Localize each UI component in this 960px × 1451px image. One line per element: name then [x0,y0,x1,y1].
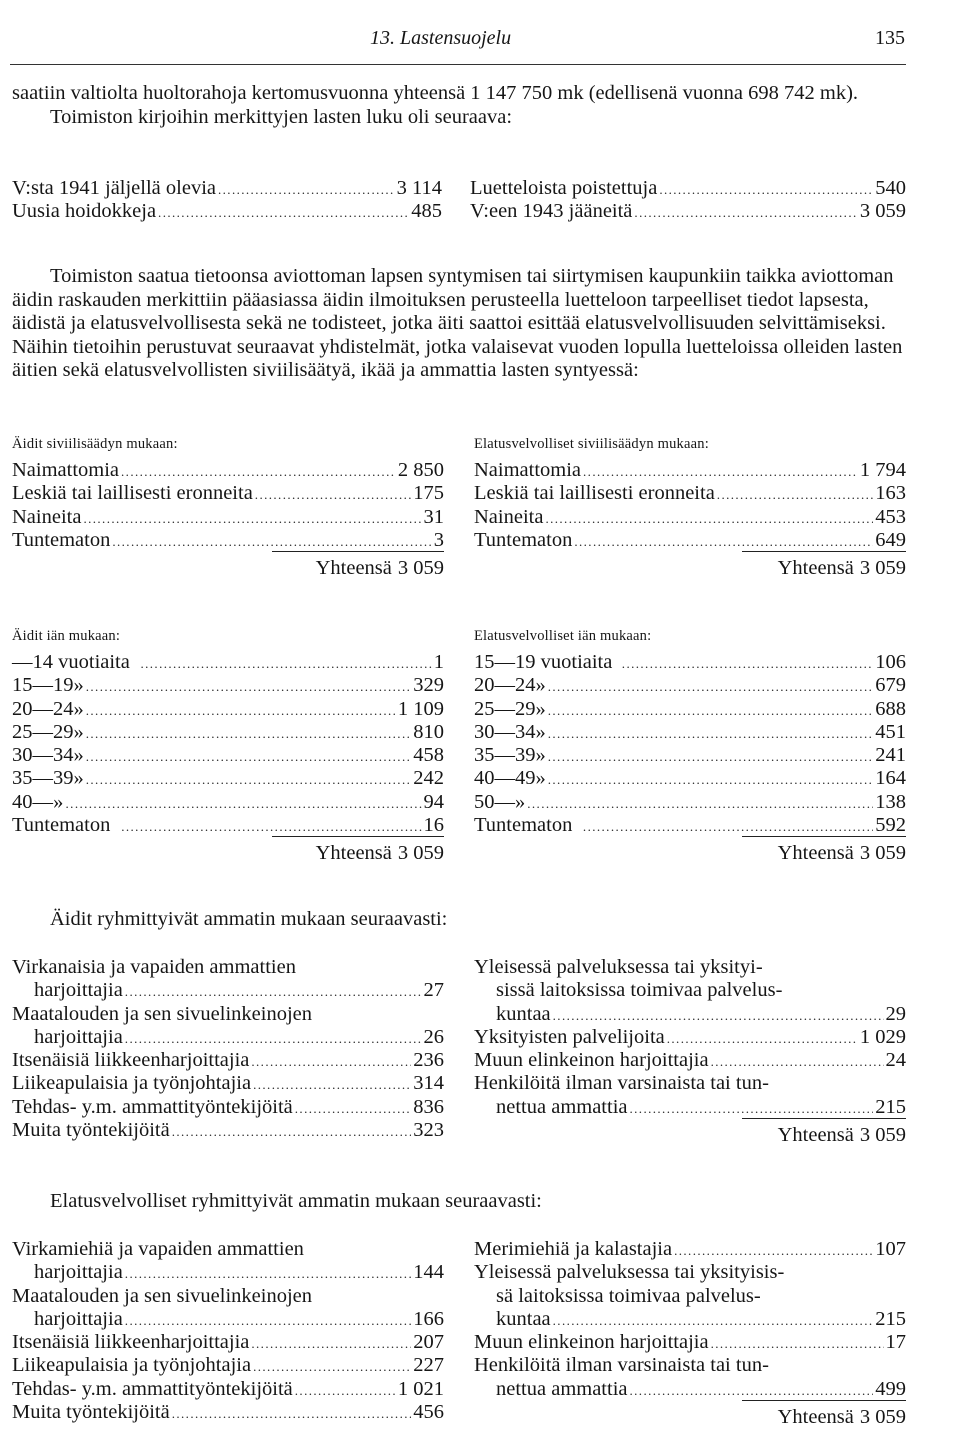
row-label: 30—34 [474,720,536,743]
row-value: 31 [423,505,444,528]
row-value: 323 [413,1119,444,1142]
leader-dots [634,201,857,225]
leader-dots [172,1120,412,1144]
row-value: 329 [413,674,444,697]
table-row [474,458,906,481]
occ-fathers-title: Elatusvelvolliset ryhmittyivät ammatin mukaan seuraavasti: [50,1190,542,1212]
table-row [474,743,906,766]
row-value: 24 [885,1049,906,1072]
row-value: 810 [413,720,444,743]
leader-dots [251,1050,411,1074]
row-label: Tuntematon [12,814,111,837]
row-label: V:sta 1941 jäljellä olevia [12,177,216,199]
total-value: 3 059 [859,1124,906,1147]
civil-mothers-heading: Äidit siviilisäädyn mukaan: [12,436,178,452]
table-row [474,813,906,836]
row-label: Leskiä tai laillisesti eronneita [474,482,715,505]
total-value: 3 059 [859,1406,906,1429]
total-label: Yhteensä [777,1124,854,1147]
table-row [12,1400,444,1423]
row-value: 241 [875,744,906,767]
row-label: Naimattomia [474,459,582,481]
table-row [12,1377,444,1400]
table-row [474,720,906,743]
table-row [12,528,444,551]
row-value: 242 [413,767,444,790]
row-value: 236 [413,1049,444,1072]
row-value: 166 [413,1307,444,1330]
row-label: Maatalouden ja sen sivuelinkeinojen [12,1002,313,1025]
row-label: harjoittajia [34,1307,123,1330]
row-label: 20—24 [12,697,74,720]
table-row [12,1353,444,1376]
table-row [474,1002,906,1025]
row-value: 451 [875,720,906,743]
row-label: Virkamiehiä ja vapaiden ammattien [12,1238,304,1260]
row-label: V:een 1943 jääneitä [470,200,633,223]
row-label: Tehdas- y.m. ammattityöntekijöitä [12,1095,293,1118]
row-value: 836 [413,1095,444,1118]
counts-left-list [12,176,442,223]
row-label: Naineita [474,505,544,528]
row-value: 314 [413,1072,444,1095]
row-value: 540 [875,177,906,199]
row-value: 215 [875,1095,906,1118]
row-label: sissä laitoksissa toimivaa palvelus- [496,979,783,1002]
occ-fathers-left [12,1237,444,1423]
row-label: Liikeapulaisia ja työnjohtajia [12,1354,252,1377]
table-row [474,481,906,504]
table-row [12,650,444,673]
running-header [0,26,905,52]
row-label: Leskiä tai laillisesti eronneita [12,482,253,505]
row-value: 592 [875,814,906,837]
table-row [474,1237,906,1260]
ditto-mark: » [73,767,84,790]
leader-dots [86,768,412,792]
table-row [474,1095,906,1118]
row-value: 3 [433,528,444,551]
table-row [12,1118,444,1141]
intro-paragraph [12,82,906,129]
row-label: Itsenäisiä liikkeenharjoittajia [12,1049,250,1072]
leader-dots [86,675,412,699]
row-label: 15—19 vuotiaita [474,651,613,673]
row-label: Merimiehiä ja kalastajia [474,1238,673,1260]
table-row [12,458,444,481]
row-label: 40— [12,790,53,813]
row-value: 1 029 [859,1025,906,1048]
row-label: Liikeapulaisia ja työnjohtajia [12,1072,252,1095]
table-row [12,673,444,696]
row-label: Maatalouden ja sen sivuelinkeinojen [12,1284,313,1307]
row-label: Naineita [12,505,82,528]
row-value: 138 [875,790,906,813]
row-label: 15—19 [12,674,74,697]
age-mothers-total [272,836,444,865]
table-row [12,1095,444,1118]
leader-dots [295,1097,411,1121]
age-fathers-total [742,836,906,865]
leader-dots [172,1402,412,1426]
row-value: 163 [875,482,906,505]
table-row [12,720,444,743]
table-row [12,505,444,528]
row-value: 1 021 [397,1377,444,1400]
row-value: 26 [423,1025,444,1048]
leader-dots [66,792,422,816]
table-row [12,766,444,789]
row-label: Yksityisten palvelijoita [474,1025,665,1048]
civil-fathers-total [742,551,906,580]
header-rule [10,64,906,65]
row-label: harjoittajia [34,1025,123,1048]
age-fathers-table [474,624,906,865]
row-value: 227 [413,1354,444,1377]
row-label: 25—29 [12,720,74,743]
row-value: 17 [885,1331,906,1354]
row-value: 27 [423,979,444,1002]
table-row [12,790,444,813]
civil-mothers-total [272,551,444,580]
table-row [474,528,906,551]
table-row [474,650,906,673]
ditto-mark: » [515,790,526,813]
leader-dots [659,178,873,202]
ditto-mark: » [73,674,84,697]
table-row [12,1307,444,1330]
row-label: 40—49 [474,767,536,790]
row-label: Muun elinkeinon harjoittajia [474,1331,709,1354]
table-row [12,978,444,1001]
leader-dots [86,745,412,769]
table-row [12,1048,444,1071]
leader-dots [255,483,411,507]
table-row [12,1237,444,1260]
table-row [474,766,906,789]
row-value: 107 [875,1238,906,1260]
row-value: 453 [875,505,906,528]
row-value: 207 [413,1331,444,1354]
row-label: Itsenäisiä liikkeenharjoittajia [12,1331,250,1354]
table-row [12,1330,444,1353]
row-label: Muita työntekijöitä [12,1119,170,1142]
leader-dots [295,1379,396,1403]
table-row [474,1377,906,1400]
table-row [12,1002,444,1025]
row-label: Henkilöitä ilman varsinaista tai tun- [474,1072,769,1095]
table-row [474,1353,906,1376]
row-value: 94 [423,790,444,813]
chapter-title: 13. Lastensuojelu [370,27,512,49]
ditto-mark: » [73,720,84,743]
total-label: Yhteensä [777,557,854,580]
total-label: Yhteensä [315,842,392,865]
occ-fathers-right [474,1237,906,1429]
table-row [474,1025,906,1048]
leader-dots [548,745,874,769]
total-value: 3 059 [859,557,906,580]
table-row [474,1284,906,1307]
row-value: 144 [413,1261,444,1284]
leader-dots [121,815,421,839]
ditto-mark: » [535,697,546,720]
row-label: nettua ammattia [496,1377,628,1400]
row-label: Henkilöitä ilman varsinaista tai tun- [474,1354,769,1377]
table-row [12,955,444,978]
table-row [12,813,444,836]
table-row [474,673,906,696]
row-label: Virkanaisia ja vapaiden ammattien [12,956,296,978]
row-value: 16 [423,814,444,837]
row-value: 29 [885,1002,906,1025]
row-value: 688 [875,697,906,720]
row-value: 2 850 [397,459,444,481]
row-value: 456 [413,1401,444,1424]
leader-dots [251,1332,411,1356]
occ-mothers-total [742,1118,906,1147]
leader-dots [83,507,421,531]
row-label: kuntaa [496,1002,551,1025]
leader-dots [158,201,409,225]
leader-dots [548,722,874,746]
table-row [12,1071,444,1094]
row-value: 175 [413,482,444,505]
row-value: 3 114 [396,177,442,199]
ditto-mark: » [535,744,546,767]
row-label: —14 vuotiaita [12,651,130,673]
table-row [12,481,444,504]
row-value: 1 794 [859,459,906,481]
row-value: 485 [411,200,442,223]
row-label: Yleisessä palveluksessa tai yksityisis- [474,1261,785,1284]
leader-dots [548,699,874,723]
row-label: harjoittajia [34,979,123,1002]
civil-fathers-table [474,432,906,580]
row-label: 25—29 [474,697,536,720]
row-value: 649 [875,528,906,551]
leader-dots [583,815,873,839]
table-row [470,176,906,199]
row-label: Muun elinkeinon harjoittajia [474,1049,709,1072]
row-label: 50— [474,790,515,813]
leader-dots [548,675,874,699]
leader-dots [527,792,873,816]
leader-dots [548,768,874,792]
occ-mothers-title: Äidit ryhmittyivät ammatin mukaan seuraavasti: [50,908,448,930]
row-label: kuntaa [496,1307,551,1330]
row-label: Muita työntekijöitä [12,1401,170,1424]
row-label: 20—24 [474,674,536,697]
table-row [470,199,906,222]
row-label: sä laitoksissa toimivaa palvelus- [496,1284,761,1307]
row-label: Luetteloista poistettuja [470,177,658,199]
leader-dots [112,530,431,554]
occ-mothers-right [474,955,906,1147]
row-label: Yleisessä palveluksessa tai yksityi- [474,956,763,978]
table-row [474,978,906,1001]
age-mothers-table [12,624,444,865]
table-row [474,1307,906,1330]
leader-dots [630,1379,874,1403]
row-value: 679 [875,674,906,697]
ditto-mark: » [73,697,84,720]
row-value: 164 [875,767,906,790]
row-value: 499 [875,1377,906,1400]
total-value: 3 059 [397,842,444,865]
table-row [474,1071,906,1094]
total-value: 3 059 [397,557,444,580]
table-row [474,697,906,720]
row-label: Tehdas- y.m. ammattityöntekijöitä [12,1377,293,1400]
intro-lead: Toimiston kirjoihin merkittyjen lasten luku oli seuraava: [50,105,513,128]
row-value: 3 059 [859,200,906,223]
leader-dots [630,1097,874,1121]
occ-fathers-total [742,1400,906,1429]
row-value: 215 [875,1307,906,1330]
civil-fathers-heading: Elatusvelvolliset siviilisäädyn mukaan: [474,436,709,452]
row-label: Tuntematon [474,528,573,551]
table-row [12,743,444,766]
leader-dots [574,530,873,554]
leader-dots [140,652,431,676]
page-number: 135 [875,27,905,49]
row-value: 458 [413,744,444,767]
ditto-mark: » [53,790,64,813]
ditto-mark: » [535,767,546,790]
table-row [12,697,444,720]
total-label: Yhteensä [315,557,392,580]
table-row [12,176,442,199]
table-row [474,955,906,978]
age-mothers-heading: Äidit iän mukaan: [12,628,121,644]
leader-dots [622,652,873,676]
table-row [12,1025,444,1048]
row-label: nettua ammattia [496,1095,628,1118]
total-value: 3 059 [859,842,906,865]
total-label: Yhteensä [777,842,854,865]
civil-mothers-table [12,432,444,580]
row-label: harjoittajia [34,1261,123,1284]
table-row [12,1284,444,1307]
age-fathers-heading: Elatusvelvolliset iän mukaan: [474,628,652,644]
row-label: 35—39 [474,744,536,767]
occ-mothers-left [12,955,444,1141]
leader-dots [717,483,873,507]
table-row [474,1260,906,1283]
intro-text: saatiin valtiolta huoltorahoja kertomusvuonna yhteensä 1 147 750 mk (edellisenä vuonna 698 742 mk). [12,82,859,104]
row-label: Tuntematon [12,528,111,551]
row-label: Tuntematon [474,814,573,837]
counts-right-list [470,176,906,223]
ditto-mark: » [73,744,84,767]
ditto-mark: » [535,720,546,743]
table-row [12,1260,444,1283]
leader-dots [86,699,396,723]
row-label: Uusia hoidokkeja [12,200,157,223]
leader-dots [545,507,873,531]
table-row [474,790,906,813]
table-row [474,1330,906,1353]
table-row [474,505,906,528]
row-value: 106 [875,651,906,673]
table-row [474,1048,906,1071]
row-label: Naimattomia [12,459,120,481]
row-label: 35—39 [12,767,74,790]
ditto-mark: » [535,674,546,697]
total-label: Yhteensä [777,1406,854,1429]
table-row [12,199,442,222]
row-label: 30—34 [12,744,74,767]
row-value: 1 [433,651,444,673]
leader-dots [218,178,395,202]
leader-dots [86,722,412,746]
body-paragraph: Toimiston saatua tietoonsa aviottoman lapsen syntymisen tai siirtymisen kaupunkiin taikka aviottoman äidin raskauden merkittiin pääasiassa äidin ilmoituksen perusteella luetteloon tarpeelliset tiedot lapsesta, äidistä ja elatusvelvollisesta sekä ne todisteet, jotka äiti saattoi esittää elatusvelvollisuuden selvittämiseksi. Näihin tietoihin perustuvat seuraavat yhdistelmät, jotka valaisevat vuoden lopulla luetteloissa olleiden lasten äitien sekä elatusvelvollisten siviilisäätyä, ikää ja ammattia lasten syntyessä: [12,265,903,381]
row-value: 1 109 [397,697,444,720]
